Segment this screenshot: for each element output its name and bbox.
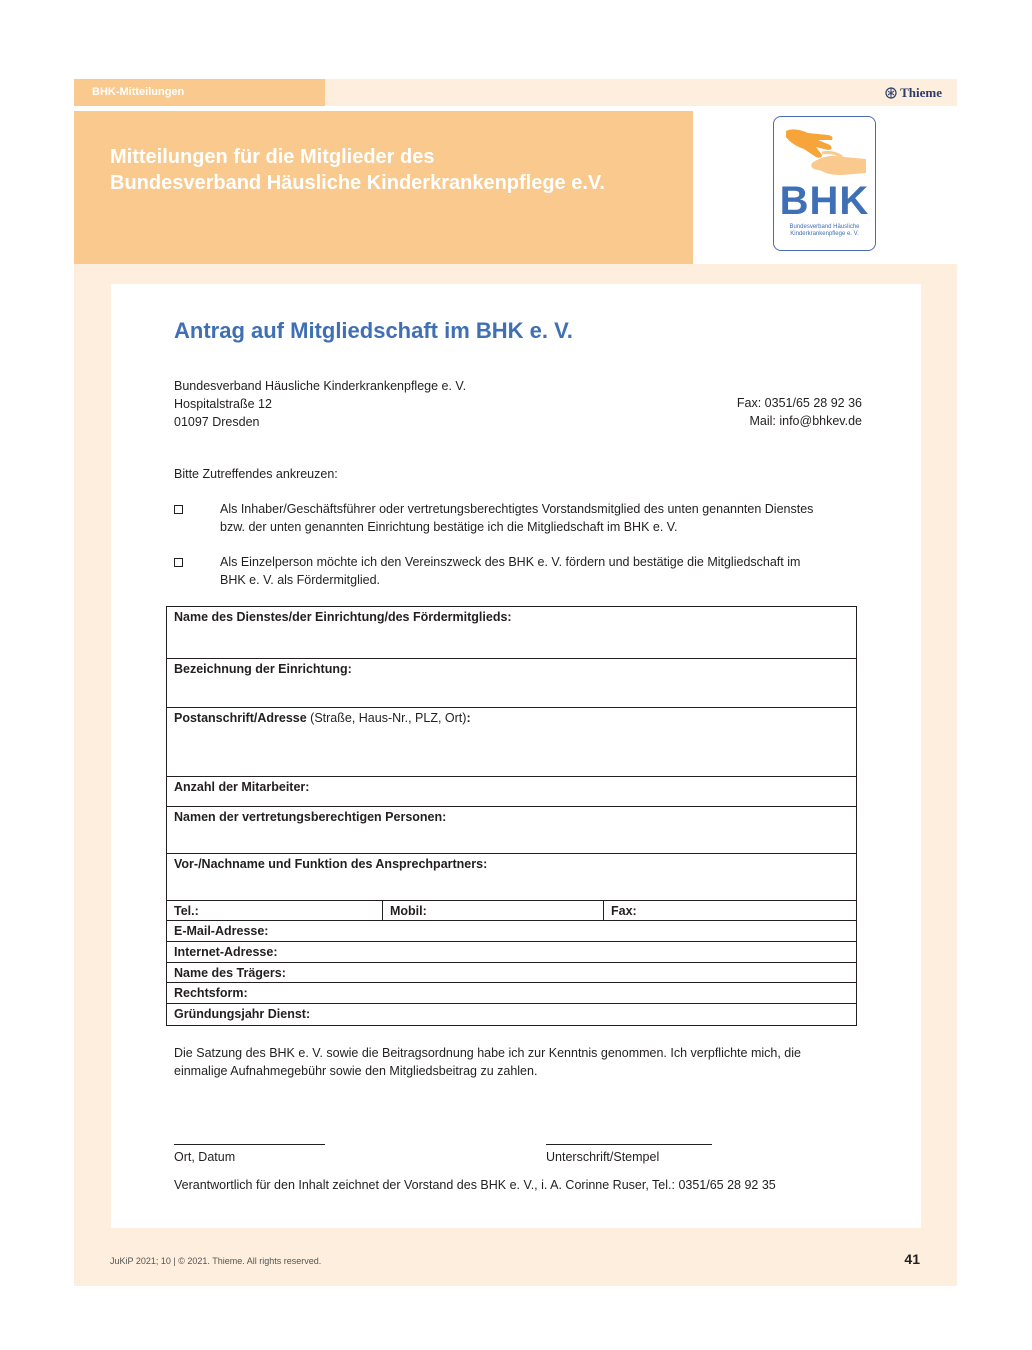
signature-stamp-label: Unterschrift/Stempel [546, 1150, 660, 1164]
field-founding-year-row[interactable] [167, 1004, 856, 1025]
field-employees-row[interactable] [167, 777, 856, 807]
form-title: Antrag auf Mitgliedschaft im BHK e. V. [174, 318, 573, 343]
field-phone-row [167, 901, 856, 921]
field-postal-label-bold: Postanschrift/Adresse [174, 711, 307, 725]
address-block [174, 377, 466, 431]
thieme-logo-icon [885, 87, 897, 99]
contact-block [737, 394, 862, 430]
field-mobile-label: Mobil: [390, 904, 427, 918]
instruction-text: Bitte Zutreffendes ankreuzen: [174, 467, 338, 481]
option-owner-text [220, 500, 813, 536]
field-name-row[interactable] [167, 607, 856, 659]
field-internet-row[interactable] [167, 942, 856, 963]
publisher-name: Thieme [900, 85, 942, 100]
address-line-3: 01097 Dresden [174, 415, 260, 429]
field-designation-label: Bezeichnung der Einrichtung: [174, 662, 352, 676]
field-carrier-label: Name des Trägers: [174, 966, 286, 980]
contact-mail: Mail: info@bhkev.de [749, 414, 862, 428]
place-date-line[interactable] [174, 1144, 325, 1145]
responsible-note: Verantwortlich für den Inhalt zeichnet der Vorstand des BHK e. V., i. A. Corinne Ruser, Tel.: 0351/65 28 92 35 [174, 1178, 776, 1192]
consent-line-2: einmalige Aufnahmegebühr sowie den Mitgliedsbeitrag zu zahlen. [174, 1064, 538, 1078]
field-representatives-label: Namen der vertretungsberechtigen Personen: [174, 810, 447, 824]
field-tel-label: Tel.: [174, 904, 199, 918]
field-contact-person-row[interactable] [167, 854, 856, 901]
address-line-1: Bundesverband Häusliche Kinderkrankenpflege e. V. [174, 379, 467, 393]
field-postal-hint: (Straße, Haus-Nr., PLZ, Ort) [306, 711, 467, 725]
header-title-line-2: Bundesverband Häusliche Kinderkrankenpflege e.V. [110, 172, 605, 194]
checkbox-supporting-member[interactable] [174, 558, 183, 567]
header-title-line-1: Mitteilungen für die Mitglieder des [110, 146, 435, 168]
logo-subtitle [774, 224, 875, 238]
membership-form-table [166, 606, 857, 1026]
option-supporting-member-text [220, 553, 800, 589]
option-owner-line-2: bzw. der unten genannten Einrichtung bestätige ich die Mitgliedschaft im BHK e. V. [220, 520, 678, 534]
field-founding-year-label: Gründungsjahr Dienst: [174, 1007, 311, 1021]
option-supporting-line-2: BHK e. V. als Fördermitglied. [220, 573, 381, 587]
field-fax-cell[interactable] [603, 901, 856, 920]
logo-letters: BHK [779, 179, 870, 223]
logo-subtitle-line-2: Kinderkrankenpflege e. V. [790, 231, 859, 237]
header-title [110, 144, 690, 196]
signature-line[interactable] [546, 1144, 712, 1145]
field-contact-person-label: Vor-/Nachname und Funktion des Ansprechpartners: [174, 857, 488, 871]
field-legal-form-row[interactable] [167, 983, 856, 1004]
hands-icon [782, 123, 870, 183]
field-internet-label: Internet-Adresse: [174, 945, 278, 959]
consent-text [174, 1044, 801, 1080]
option-owner-line-1: Als Inhaber/Geschäftsführer oder vertretungsberechtigtes Vorstandsmitglied des unten genannten Dienstes [220, 502, 814, 516]
contact-fax: Fax: 0351/65 28 92 36 [736, 396, 862, 410]
field-representatives-row[interactable] [167, 807, 856, 854]
footer-citation: JuKiP 2021; 10 | © 2021. Thieme. All rights reserved. [110, 1256, 322, 1266]
address-line-2: Hospitalstraße 12 [174, 397, 272, 411]
field-postal-colon: : [466, 711, 471, 725]
field-postal-label [174, 710, 471, 726]
bhk-logo [773, 116, 876, 251]
field-postal-row[interactable] [167, 708, 856, 777]
field-email-row[interactable] [167, 921, 856, 942]
field-legal-form-label: Rechtsform: [174, 986, 248, 1000]
section-tag: BHK-Mitteilungen [74, 79, 325, 106]
field-mobile-cell[interactable] [382, 901, 603, 920]
option-supporting-line-1: Als Einzelperson möchte ich den Vereinszweck des BHK e. V. fördern und bestätige die Mitgliedschaft im [220, 555, 801, 569]
field-fax-label: Fax: [611, 904, 637, 918]
field-carrier-row[interactable] [167, 963, 856, 983]
field-name-label: Name des Dienstes/der Einrichtung/des Fördermitglieds: [174, 610, 512, 624]
checkbox-owner[interactable] [174, 505, 183, 514]
page-number: 41 [904, 1251, 920, 1267]
logo-subtitle-line-1: Bundesverband Häusliche [789, 224, 860, 230]
field-employees-label: Anzahl der Mitarbeiter: [174, 780, 310, 794]
field-email-label: E-Mail-Adresse: [174, 924, 269, 938]
field-designation-row[interactable] [167, 659, 856, 708]
place-date-label: Ort, Datum [174, 1150, 236, 1164]
publisher-logo [885, 79, 942, 106]
field-tel-cell[interactable] [167, 901, 382, 920]
consent-line-1: Die Satzung des BHK e. V. sowie die Beitragsordnung habe ich zur Kenntnis genommen. Ich verpflichte mich, die [174, 1046, 801, 1060]
